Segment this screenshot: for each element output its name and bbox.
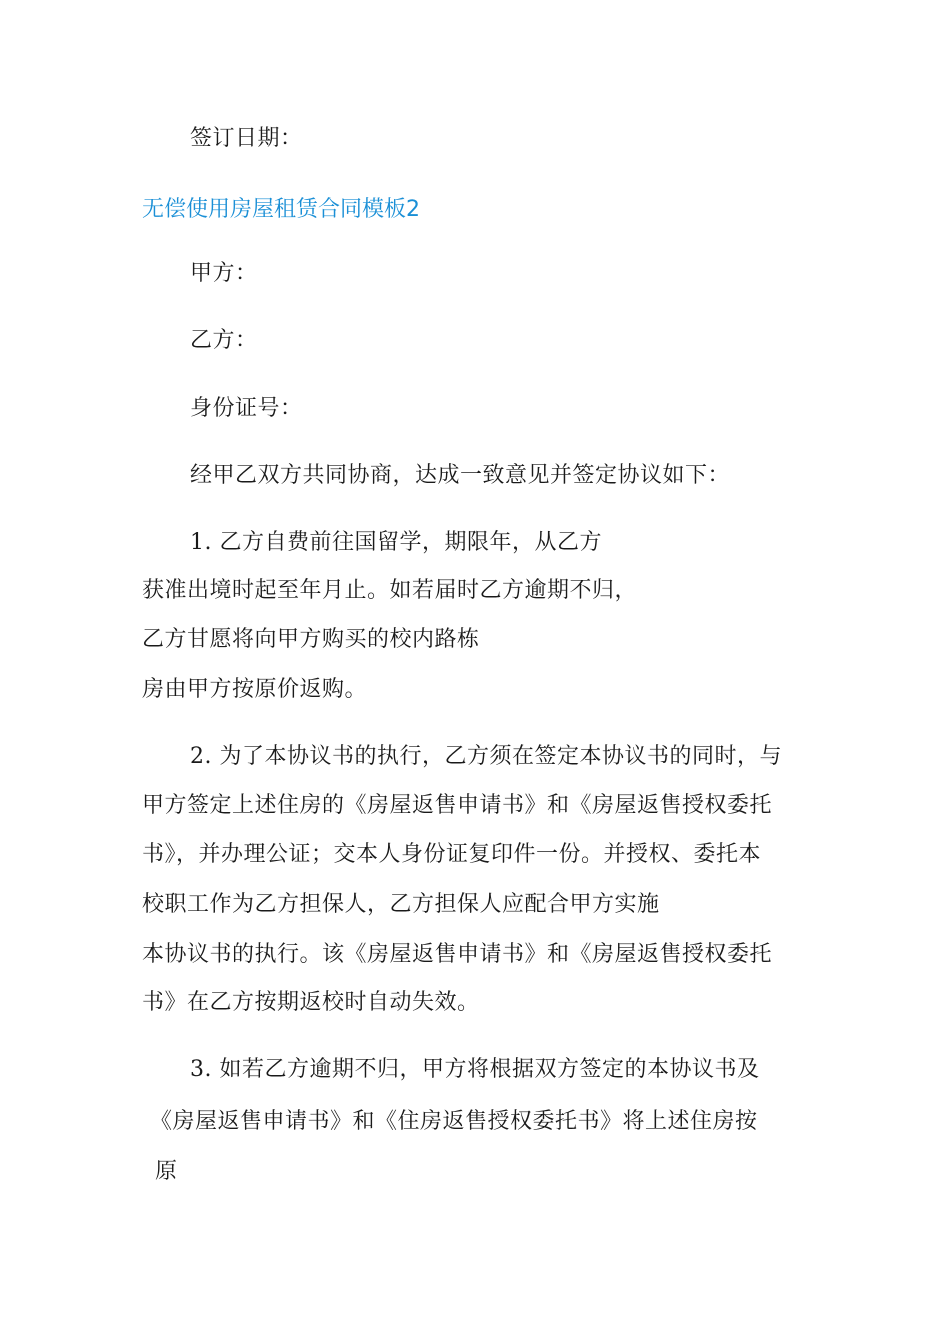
clause-1-line: 房由甲方按原价返购。 (142, 677, 368, 702)
clause-2-line: 2. 为了本协议书的执行，乙方须在签定本协议书的同时，与 (190, 744, 782, 769)
clause-3-line: 原 (155, 1159, 178, 1184)
clause-2-line: 甲方签定上述住房的《房屋返售申请书》和《房屋返售授权委托 (142, 793, 773, 818)
intro-paragraph: 经甲乙双方共同协商，达成一致意见并签定协议如下： (190, 463, 731, 488)
clause-2-line: 校职工作为乙方担保人，乙方担保人应配合甲方实施 (142, 892, 660, 917)
clause-1-line: 1. 乙方自费前往国留学，期限年，从乙方 (190, 530, 602, 555)
clause-2-line: 本协议书的执行。该《房屋返售申请书》和《房屋返售授权委托 (142, 942, 773, 967)
clause-2-line: 书》，并办理公证；交本人身份证复印件一份。并授权、委托本 (142, 842, 762, 867)
party-a-label: 甲方： (190, 261, 258, 286)
clause-1-line: 获准出境时起至年月止。如若届时乙方逾期不归， (142, 578, 638, 603)
clause-2-line: 书》在乙方按期返校时自动失效。 (142, 990, 480, 1015)
clause-3-line: 《房屋返售申请书》和《住房返售授权委托书》将上述住房按 (150, 1109, 758, 1134)
party-b-label: 乙方： (190, 328, 258, 353)
signing-date-label: 签订日期： (190, 126, 303, 151)
id-number-label: 身份证号： (190, 396, 303, 421)
document-title: 无偿使用房屋租赁合同模板2 (142, 197, 420, 222)
clause-1-line: 乙方甘愿将向甲方购买的校内路栋 (142, 627, 480, 652)
clause-3-line: 3. 如若乙方逾期不归，甲方将根据双方签定的本协议书及 (190, 1057, 760, 1082)
